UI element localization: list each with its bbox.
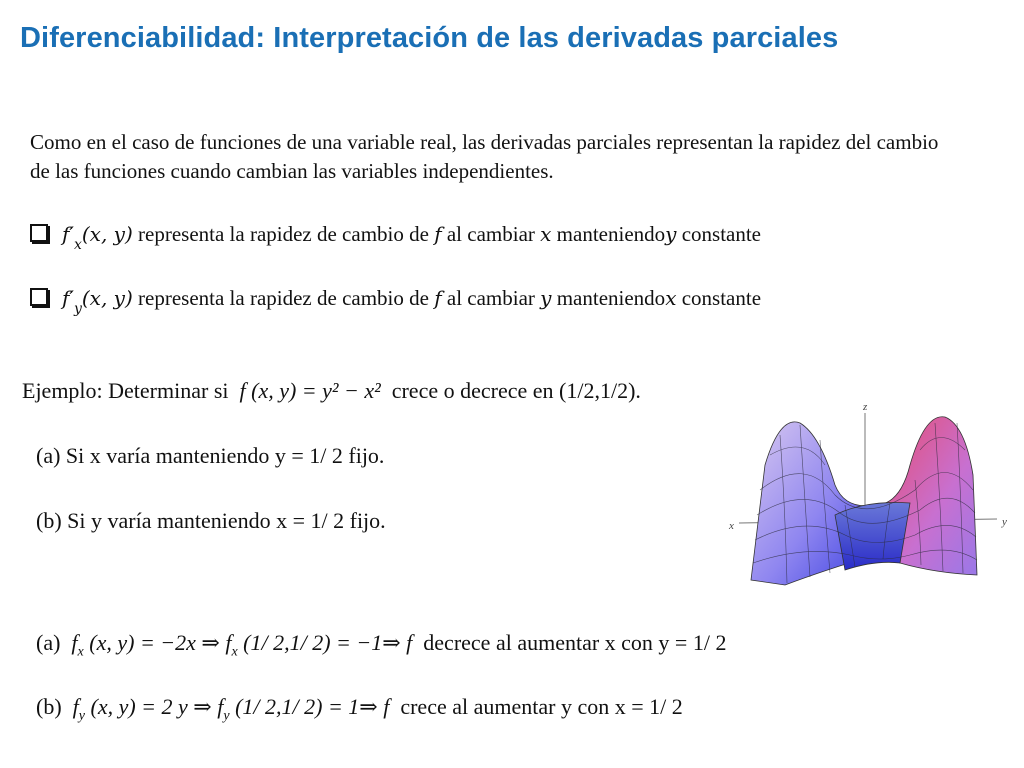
bullet-text4: constante <box>681 222 762 246</box>
checkbox-bullet-icon <box>30 288 48 306</box>
slide-title: Diferenciabilidad: Interpretación de las derivadas parciales <box>20 22 839 54</box>
result-b-label: (b) <box>36 694 62 719</box>
result-b-math: $f_y$ (x, y) = 2 y ⇒ $f_y$ (1/ 2,1/ 2) = 1⇒ f <box>72 694 390 724</box>
result-a-tail: decrece al aumentar x con y = 1/ 2 <box>423 630 727 655</box>
z-axis-label: z <box>863 401 868 413</box>
bullet-const: x <box>665 286 677 310</box>
bullet-sub: x <box>73 237 82 253</box>
result-a <box>36 630 726 660</box>
example-tail: crece o decrece en (1/2,1/2). <box>391 378 641 403</box>
x-axis-label: x <box>729 520 734 532</box>
bullet-text3: manteniendo <box>556 286 666 310</box>
result-a-label: (a) <box>36 630 61 655</box>
result-a-math: $f_x$ (x, y) = −2x ⇒ $f_x$ (1/ 2,1/ 2) = −1⇒ f <box>71 630 413 660</box>
result-b <box>36 694 683 724</box>
bullet-args: (x, y) <box>81 286 133 310</box>
bullet-args: (x, y) <box>81 222 133 246</box>
case-b: (b) Si y varía manteniendo x = 1/ 2 fijo. <box>36 508 386 533</box>
bullet-f: f <box>434 222 442 246</box>
bullet-text3: manteniendo <box>556 222 666 246</box>
bullet-text1: representa la rapidez de cambio de <box>138 286 429 310</box>
bullet-text2: al cambiar <box>446 222 535 246</box>
case-a: (a) Si x varía manteniendo y = 1/ 2 fijo. <box>36 443 385 468</box>
example-formula: f (x, y) = y² − x² <box>239 378 381 403</box>
bullet-var: x <box>540 222 552 246</box>
example-lead: Ejemplo: Determinar si <box>22 378 229 403</box>
example-line <box>22 378 641 404</box>
y-axis-label: y <box>1002 516 1007 528</box>
saddle-surface-plot <box>725 395 1024 590</box>
bullet-fn: f′ <box>62 222 74 246</box>
bullet-partial-y <box>30 286 762 317</box>
result-b-tail: crece al aumentar y con x = 1/ 2 <box>400 694 683 719</box>
bullet-f: f <box>434 286 442 310</box>
intro-paragraph: Como en el caso de funciones de una variable real, las derivadas parciales representan la rapidez del cambio de las funciones cuando cambian las variables independientes. <box>30 130 939 183</box>
bullet-partial-x <box>30 222 762 253</box>
bullet-text2: al cambiar <box>446 286 535 310</box>
bullet-text4: constante <box>681 286 762 310</box>
bullet-fn: f′ <box>62 286 74 310</box>
bullet-sub: y <box>73 301 82 317</box>
checkbox-bullet-icon <box>30 224 48 242</box>
bullet-text1: representa la rapidez de cambio de <box>138 222 429 246</box>
bullet-var: y <box>540 286 552 310</box>
bullet-const: y <box>665 222 677 246</box>
